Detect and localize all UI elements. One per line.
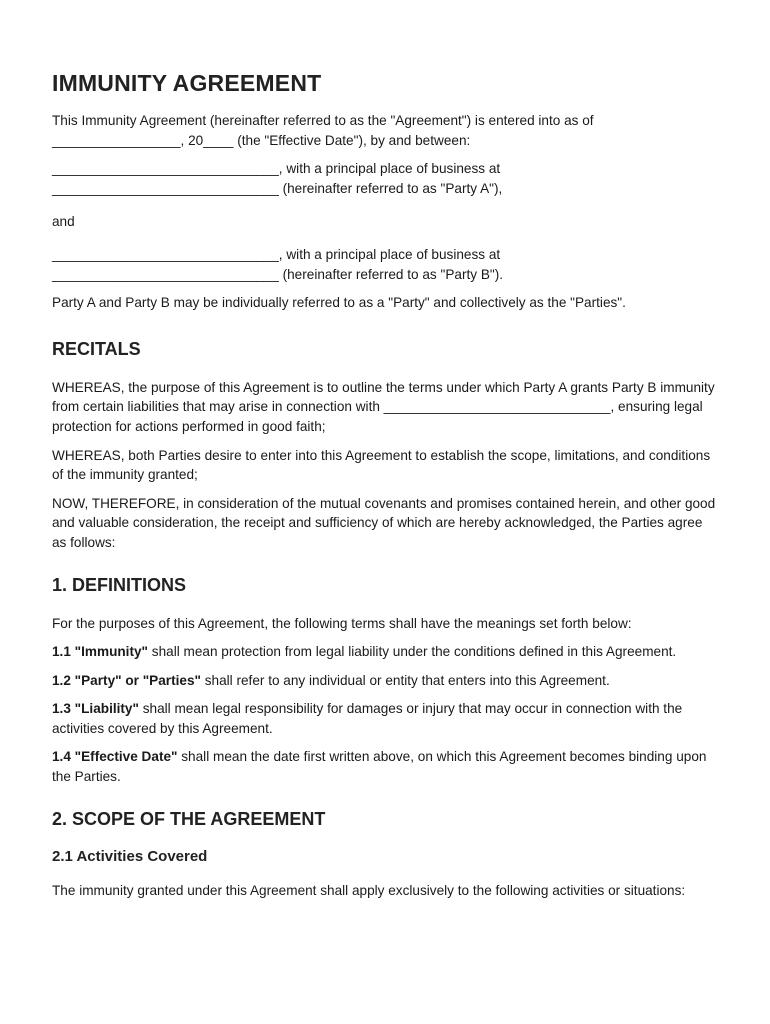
definition-text: shall mean legal responsibility for damages or injury that may occur in connection with the activities covered by this Agreement. [52, 701, 683, 736]
scope-paragraph: The immunity granted under this Agreement shall apply exclusively to the following activities or situations: [52, 882, 686, 898]
definition-text: shall refer to any individual or entity that enters into this Agreement. [200, 672, 610, 688]
recital-paragraph-3: NOW, THEREFORE, in consideration of the mutual covenants and promises contained herein, and other good and valuable consideration, the receipt and sufficiency of which are hereby acknowledged, the Parties agree as follows: [52, 495, 716, 550]
party-b-line-2: ______________________________ (hereinafter referred to as "Party B"). [52, 266, 504, 282]
definition-term: 1.2 "Party" or "Parties" [52, 672, 201, 688]
definitions-heading: 1. DEFINITIONS [52, 574, 187, 595]
parties-note: Party A and Party B may be individually referred to as a "Party" and collectively as the "Parties". [52, 295, 626, 311]
definitions-intro: For the purposes of this Agreement, the following terms shall have the meanings set forth below: [52, 615, 632, 631]
document-title: IMMUNITY AGREEMENT [52, 70, 322, 96]
recital-paragraph-2: WHEREAS, both Parties desire to enter into this Agreement to establish the scope, limitations, and conditions of the immunity granted; [52, 447, 711, 483]
party-a-line-2: ______________________________ (hereinafter referred to as "Party A"), [52, 180, 503, 196]
definition-text: shall mean the date first written above, on which this Agreement becomes binding upon the Parties. [52, 749, 707, 785]
party-a-line-1: ______________________________, with a principal place of business at [52, 161, 501, 177]
definition-item [52, 747, 720, 786]
definition-item [52, 671, 720, 691]
recitals-heading: RECITALS [52, 338, 141, 359]
definition-term: 1.3 "Liability" [52, 701, 139, 717]
activities-covered-heading: 2.1 Activities Covered [52, 847, 208, 865]
party-b-line-1: ______________________________, with a principal place of business at [52, 246, 501, 262]
definition-term: 1.1 "Immunity" [52, 644, 148, 660]
intro-paragraph [52, 111, 720, 150]
and-word: and [52, 214, 75, 230]
definition-item [52, 642, 720, 662]
party-a-paragraph [52, 159, 720, 198]
intro-line-1: This Immunity Agreement (hereinafter referred to as the "Agreement") is entered into as of [52, 113, 594, 128]
intro-line-2: _________________, 20____ (the "Effective Date"), by and between: [52, 132, 471, 148]
definition-item [52, 699, 720, 738]
definition-text: shall mean protection from legal liability under the conditions defined in this Agreement. [148, 644, 677, 660]
definition-term: 1.4 "Effective Date" [52, 749, 178, 765]
party-b-paragraph [52, 245, 720, 284]
recital-paragraph-1: WHEREAS, the purpose of this Agreement is to outline the terms under which Party A grants Party B immunity from certain liabilities that may arise in connection with ______________________________, ensuring legal protection for actions performed in good faith; [52, 379, 715, 434]
scope-heading: 2. SCOPE OF THE AGREEMENT [52, 808, 326, 829]
